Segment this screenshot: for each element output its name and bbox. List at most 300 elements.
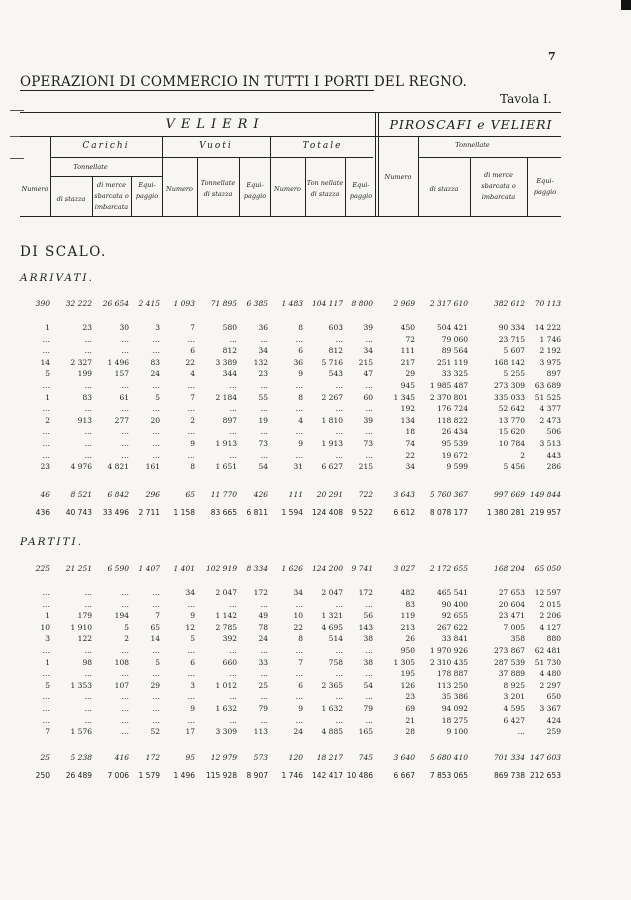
table-cell: 70 113 bbox=[534, 299, 561, 308]
table-cell: … bbox=[260, 404, 268, 414]
table-cell: … bbox=[260, 599, 268, 609]
table-cell: 13 770 bbox=[498, 415, 525, 425]
table-cell: … bbox=[121, 588, 129, 597]
table-cell: 35 386 bbox=[441, 692, 468, 702]
table-cell: 722 bbox=[358, 490, 373, 499]
table-cell: … bbox=[365, 599, 373, 609]
table-cell: 8 334 bbox=[246, 564, 268, 573]
table-cell: … bbox=[42, 669, 50, 679]
table-cell: 83 665 bbox=[210, 508, 237, 517]
table-cell: 251 119 bbox=[436, 357, 468, 367]
table-row bbox=[0, 668, 631, 680]
table-cell: 7 bbox=[45, 727, 50, 737]
table-cell: … bbox=[229, 715, 237, 725]
table-cell: 5 456 bbox=[503, 462, 525, 472]
table-cell: … bbox=[365, 715, 373, 725]
table-cell: 745 bbox=[358, 753, 373, 762]
table-cell: 4 127 bbox=[539, 622, 561, 632]
table-cell: 79 bbox=[258, 704, 268, 713]
table-cell: 195 bbox=[400, 669, 415, 679]
table-cell: … bbox=[229, 427, 237, 437]
table-cell: 9 741 bbox=[351, 564, 373, 573]
table-cell: 1 626 bbox=[281, 564, 303, 573]
table-cell: 6 bbox=[190, 657, 195, 667]
table-cell: … bbox=[295, 450, 303, 460]
table-cell: 95 539 bbox=[441, 439, 468, 448]
table-cell: 37 889 bbox=[498, 669, 525, 679]
table-cell: 20 604 bbox=[498, 599, 525, 609]
table-cell: … bbox=[187, 715, 195, 725]
table-cell: … bbox=[42, 692, 50, 702]
table-cell: 32 222 bbox=[65, 299, 92, 308]
table-cell: 14 bbox=[150, 634, 160, 644]
tonnellate-stazza-heading: Tonnellate di stazza bbox=[200, 179, 236, 198]
page-number: 7 bbox=[548, 50, 556, 63]
arrivati-heading: ARRIVATI. bbox=[20, 272, 94, 284]
table-cell: 65 bbox=[185, 490, 195, 499]
table-cell: 28 bbox=[405, 727, 415, 737]
table-cell: … bbox=[121, 704, 129, 713]
table-cell: 10 bbox=[293, 611, 303, 621]
table-cell: … bbox=[295, 381, 303, 390]
table-cell: 1 496 bbox=[173, 771, 195, 780]
table-cell: 897 bbox=[546, 369, 561, 379]
table-cell: 178 887 bbox=[436, 669, 468, 679]
table-cell: 286 bbox=[546, 462, 561, 472]
table-cell: … bbox=[42, 381, 50, 390]
table-cell: 1 305 bbox=[393, 657, 415, 667]
table-cell: … bbox=[295, 427, 303, 437]
table-cell: 6 bbox=[298, 346, 303, 356]
table-cell: … bbox=[229, 669, 237, 679]
table-cell: 10 486 bbox=[346, 771, 373, 780]
table-cell: 2 365 bbox=[321, 680, 343, 690]
table-cell: 74 bbox=[405, 439, 415, 448]
di-stazza-heading: di stazza bbox=[56, 195, 86, 203]
table-cell: 65 bbox=[150, 622, 160, 632]
table-cell: 23 715 bbox=[498, 334, 525, 344]
table-cell: 3 643 bbox=[393, 490, 415, 499]
table-cell: 1 632 bbox=[215, 704, 237, 713]
table-cell: 424 bbox=[546, 715, 561, 725]
table-cell: 23 bbox=[40, 462, 50, 472]
table-cell: 2 047 bbox=[215, 588, 237, 597]
tonnellate-heading-2: Tonnellate bbox=[455, 141, 490, 149]
numero-heading: Numero bbox=[384, 173, 412, 181]
table-cell: … bbox=[229, 381, 237, 390]
piroscafi-velieri-heading: PIROSCAFI e VELIERI bbox=[389, 117, 553, 132]
table-cell: 2 711 bbox=[138, 508, 160, 517]
numero-heading: Numero bbox=[21, 185, 49, 193]
table-row bbox=[0, 334, 631, 346]
table-cell: 25 bbox=[40, 753, 50, 762]
table-cell: 40 743 bbox=[65, 508, 92, 517]
table-cell: 94 092 bbox=[441, 704, 468, 713]
table-cell: … bbox=[187, 646, 195, 655]
table-cell: 179 bbox=[77, 611, 92, 621]
table-cell: 504 421 bbox=[436, 323, 468, 332]
table-cell: 4 377 bbox=[539, 404, 561, 414]
table-cell: 2 267 bbox=[321, 392, 343, 402]
table-cell: 4 821 bbox=[107, 462, 129, 472]
table-cell: 71 895 bbox=[210, 299, 237, 308]
table-cell: 880 bbox=[546, 634, 561, 644]
table-cell: 134 bbox=[400, 415, 415, 425]
table-cell: … bbox=[152, 646, 160, 655]
table-cell: … bbox=[365, 450, 373, 460]
table-row bbox=[0, 645, 631, 657]
table-cell: … bbox=[335, 381, 343, 390]
table-cell: 8 bbox=[298, 323, 303, 332]
table-cell: … bbox=[84, 381, 92, 390]
table-cell: 1 985 487 bbox=[429, 381, 468, 390]
tonnellate-heading: Tonnellate bbox=[73, 163, 108, 171]
table-cell: 98 bbox=[82, 657, 92, 667]
table-cell: 5 760 367 bbox=[429, 490, 468, 499]
table-cell: … bbox=[229, 450, 237, 460]
table-row bbox=[0, 703, 631, 715]
table-cell: 219 957 bbox=[529, 508, 561, 517]
table-cell: 2 172 655 bbox=[429, 564, 468, 573]
table-cell: 277 bbox=[114, 415, 129, 425]
table-cell: … bbox=[260, 646, 268, 655]
table-cell: 126 bbox=[400, 680, 415, 690]
table-cell: … bbox=[517, 727, 525, 737]
equipaggio-heading: Equi- paggio bbox=[135, 181, 159, 200]
table-cell: 7 006 bbox=[107, 771, 129, 780]
table-cell: 8 800 bbox=[351, 299, 373, 308]
table-cell: 61 bbox=[119, 392, 129, 402]
table-cell: 7 853 065 bbox=[429, 771, 468, 780]
table-cell: 172 bbox=[145, 753, 160, 762]
table-cell: … bbox=[229, 646, 237, 655]
table-cell: 701 334 bbox=[493, 753, 525, 762]
table-cell: 1 401 bbox=[173, 564, 195, 573]
table-cell: 49 bbox=[258, 611, 268, 621]
table-cell: 143 bbox=[358, 622, 373, 632]
table-cell: 7 bbox=[190, 323, 195, 332]
table-cell: 1 746 bbox=[539, 334, 561, 344]
table-cell: 5 bbox=[190, 634, 195, 644]
table-cell: 6 842 bbox=[107, 490, 129, 499]
di-stazza-heading: di stazza bbox=[429, 185, 459, 193]
table-cell: 1 746 bbox=[281, 771, 303, 780]
table-cell: 21 251 bbox=[65, 564, 92, 573]
table-cell: 104 117 bbox=[311, 299, 343, 308]
table-cell: 2 bbox=[45, 415, 50, 425]
table-row bbox=[0, 680, 631, 692]
table-cell: 31 bbox=[293, 462, 303, 472]
table-cell: 9 522 bbox=[351, 508, 373, 517]
table-cell: 54 bbox=[258, 462, 268, 472]
table-cell: 250 bbox=[35, 771, 50, 780]
table-cell: 7 bbox=[155, 611, 160, 621]
table-cell: 15 620 bbox=[498, 427, 525, 437]
table-cell: 113 250 bbox=[436, 680, 468, 690]
partiti-heading: PARTITI. bbox=[20, 536, 84, 548]
table-cell: 111 bbox=[400, 346, 415, 356]
table-cell: 812 bbox=[222, 346, 237, 356]
di-merce-heading: di merce sbarcata o imbarcata bbox=[481, 171, 516, 201]
table-cell: 8 078 177 bbox=[429, 508, 468, 517]
table-cell: 3 bbox=[190, 680, 195, 690]
table-cell: 89 564 bbox=[441, 346, 468, 356]
table-row bbox=[0, 622, 631, 634]
page-title: OPERAZIONI DI COMMERCIO IN TUTTI I PORTI DEL REGNO. bbox=[20, 74, 468, 90]
table-row bbox=[0, 298, 631, 310]
table-cell: 259 bbox=[546, 727, 561, 737]
table-cell: 33 325 bbox=[441, 369, 468, 379]
table-cell: 2 969 bbox=[393, 299, 415, 308]
table-cell: 8 521 bbox=[70, 490, 92, 499]
table-cell: 142 417 bbox=[311, 771, 343, 780]
equipaggio-heading: Equi- paggio bbox=[243, 181, 267, 200]
table-cell: 122 bbox=[77, 634, 92, 644]
table-cell: 3 389 bbox=[215, 357, 237, 367]
table-cell: 9 bbox=[298, 704, 303, 713]
table-cell: 390 bbox=[35, 299, 50, 308]
table-cell: 124 408 bbox=[311, 508, 343, 517]
table-cell: … bbox=[229, 404, 237, 414]
table-cell: … bbox=[84, 439, 92, 448]
table-cell: 168 204 bbox=[493, 564, 525, 573]
table-cell: … bbox=[42, 439, 50, 448]
table-cell: 9 bbox=[190, 439, 195, 448]
table-cell: 55 bbox=[258, 392, 268, 402]
table-row bbox=[0, 633, 631, 645]
table-cell: 29 bbox=[150, 680, 160, 690]
table-cell: 1 910 bbox=[70, 622, 92, 632]
table-cell: 36 bbox=[258, 323, 268, 332]
table-cell: 73 bbox=[258, 439, 268, 448]
table-cell: 2 bbox=[520, 450, 525, 460]
table-cell: … bbox=[42, 599, 50, 609]
table-cell: 7 bbox=[190, 392, 195, 402]
table-cell: 213 bbox=[400, 622, 415, 632]
table-cell: … bbox=[121, 715, 129, 725]
table-row bbox=[0, 345, 631, 357]
table-cell: 14 bbox=[40, 357, 50, 367]
table-cell: … bbox=[84, 715, 92, 725]
table-cell: 83 bbox=[405, 599, 415, 609]
table-cell: 215 bbox=[358, 357, 373, 367]
section-heading: DI SCALO. bbox=[20, 244, 107, 260]
table-cell: 90 400 bbox=[441, 599, 468, 609]
table-cell: 4 480 bbox=[539, 669, 561, 679]
table-cell: … bbox=[335, 715, 343, 725]
table-cell: 23 bbox=[82, 323, 92, 332]
table-cell: … bbox=[295, 404, 303, 414]
table-row bbox=[0, 587, 631, 599]
table-cell: 1 093 bbox=[173, 299, 195, 308]
table-cell: 12 979 bbox=[210, 753, 237, 762]
numero-heading: Numero bbox=[274, 185, 301, 193]
table-cell: … bbox=[187, 427, 195, 437]
table-cell: 1 012 bbox=[215, 680, 237, 690]
table-cell: 3 bbox=[155, 323, 160, 332]
table-cell: … bbox=[121, 450, 129, 460]
table-cell: 1 345 bbox=[393, 392, 415, 402]
table-cell: 426 bbox=[253, 490, 268, 499]
table-cell: 108 bbox=[114, 657, 129, 667]
table-cell: 344 bbox=[222, 369, 237, 379]
table-cell: 21 bbox=[405, 715, 415, 725]
table-cell: 4 695 bbox=[321, 622, 343, 632]
table-cell: … bbox=[121, 646, 129, 655]
table-cell: … bbox=[335, 599, 343, 609]
table-cell: 573 bbox=[253, 753, 268, 762]
equipaggio-heading: Equi- paggio bbox=[533, 177, 557, 196]
table-cell: 2 317 610 bbox=[429, 299, 468, 308]
table-cell: 27 653 bbox=[498, 588, 525, 597]
table-cell: … bbox=[260, 334, 268, 344]
table-cell: 3 309 bbox=[215, 727, 237, 737]
table-cell: 149 844 bbox=[529, 490, 561, 499]
table-cell: 124 200 bbox=[311, 564, 343, 573]
table-cell: 2 184 bbox=[215, 392, 237, 402]
table-cell: 39 bbox=[363, 415, 373, 425]
table-cell: … bbox=[229, 599, 237, 609]
table-cell: 6 590 bbox=[107, 564, 129, 573]
table-cell: 33 841 bbox=[441, 634, 468, 644]
table-cell: 52 642 bbox=[498, 404, 525, 414]
table-cell: 52 bbox=[150, 727, 160, 737]
table-cell: 6 627 bbox=[321, 462, 343, 472]
table-row bbox=[0, 415, 631, 427]
table-cell: 215 bbox=[358, 462, 373, 472]
table-cell: 1 913 bbox=[321, 439, 343, 448]
table-cell: 46 bbox=[40, 490, 50, 499]
table-cell: 450 bbox=[400, 323, 415, 332]
table-cell: 212 653 bbox=[529, 771, 561, 780]
table-cell: … bbox=[42, 646, 50, 655]
table-cell: 78 bbox=[258, 622, 268, 632]
table-cell: … bbox=[84, 704, 92, 713]
table-cell: 90 334 bbox=[498, 323, 525, 332]
table-cell: 3 513 bbox=[539, 439, 561, 448]
table-cell: 69 bbox=[405, 704, 415, 713]
table-row bbox=[0, 403, 631, 415]
table-cell: … bbox=[152, 334, 160, 344]
table-row bbox=[0, 438, 631, 450]
table-cell: 9 bbox=[298, 439, 303, 448]
table-cell: 4 bbox=[190, 369, 195, 379]
table-cell: 1 158 bbox=[173, 508, 195, 517]
table-cell: 60 bbox=[363, 392, 373, 402]
table-cell: 157 bbox=[114, 369, 129, 379]
table-cell: 25 bbox=[258, 680, 268, 690]
table-cell: … bbox=[335, 450, 343, 460]
table-cell: 11 770 bbox=[210, 490, 237, 499]
table-cell: 812 bbox=[328, 346, 343, 356]
table-cell: 8 bbox=[298, 392, 303, 402]
table-cell: … bbox=[152, 381, 160, 390]
table-row bbox=[0, 380, 631, 392]
table-row bbox=[0, 770, 631, 782]
table-cell: … bbox=[121, 381, 129, 390]
table-cell: 1 651 bbox=[215, 462, 237, 472]
table-cell: 111 bbox=[288, 490, 303, 499]
table-cell: 1 576 bbox=[70, 727, 92, 737]
table-cell: 945 bbox=[400, 381, 415, 390]
table-cell: 5 607 bbox=[503, 346, 525, 356]
table-cell: … bbox=[42, 704, 50, 713]
table-cell: 6 427 bbox=[503, 715, 525, 725]
table-cell: … bbox=[335, 427, 343, 437]
table-cell: 6 811 bbox=[246, 508, 268, 517]
table-cell: 176 724 bbox=[436, 404, 468, 414]
table-cell: 20 bbox=[150, 415, 160, 425]
table-cell: 18 bbox=[405, 427, 415, 437]
table-cell: … bbox=[84, 588, 92, 597]
table-cell: 335 033 bbox=[493, 392, 525, 402]
table-cell: 6 667 bbox=[393, 771, 415, 780]
table-cell: 22 bbox=[405, 450, 415, 460]
table-cell: 8 907 bbox=[246, 771, 268, 780]
table-cell: 26 489 bbox=[65, 771, 92, 780]
table-cell: 23 471 bbox=[498, 611, 525, 621]
table-cell: … bbox=[42, 334, 50, 344]
table-cell: 2 327 bbox=[70, 357, 92, 367]
table-cell: 24 bbox=[293, 727, 303, 737]
table-cell: 997 669 bbox=[493, 490, 525, 499]
table-cell: … bbox=[365, 646, 373, 655]
table-cell: … bbox=[121, 346, 129, 356]
table-cell: 897 bbox=[222, 415, 237, 425]
table-cell: 5 bbox=[155, 657, 160, 667]
di-merce-heading: di merce sbarcata o imbarcata bbox=[94, 181, 129, 211]
table-cell: 7 005 bbox=[503, 622, 525, 632]
table-cell: 543 bbox=[328, 369, 343, 379]
tonnellate-stazza-heading: Ton nellate di stazza bbox=[306, 179, 344, 198]
table-cell: … bbox=[84, 427, 92, 437]
table-cell: 1 632 bbox=[321, 704, 343, 713]
table-cell: 132 bbox=[253, 357, 268, 367]
carichi-heading: Carichi bbox=[82, 141, 130, 151]
table-cell: 56 bbox=[363, 611, 373, 621]
table-cell: 23 bbox=[405, 692, 415, 702]
table-cell: 1 321 bbox=[321, 611, 343, 621]
table-cell: 22 bbox=[185, 357, 195, 367]
table-row bbox=[0, 489, 631, 501]
table-cell: 1 579 bbox=[138, 771, 160, 780]
table-cell: 18 217 bbox=[316, 753, 343, 762]
table-cell: … bbox=[121, 599, 129, 609]
table-cell: 51 525 bbox=[534, 392, 561, 402]
table-cell: 172 bbox=[358, 588, 373, 597]
table-cell: 147 603 bbox=[529, 753, 561, 762]
table-label: Tavola I. bbox=[500, 92, 552, 106]
table-row bbox=[0, 610, 631, 622]
table-cell: … bbox=[42, 588, 50, 597]
table-cell: … bbox=[187, 334, 195, 344]
table-cell: 225 bbox=[35, 564, 50, 573]
table-row bbox=[0, 450, 631, 462]
table-cell: 273 867 bbox=[493, 646, 525, 655]
table-cell: 5 716 bbox=[321, 357, 343, 367]
table-cell: 1 142 bbox=[215, 611, 237, 621]
table-cell: 10 784 bbox=[498, 439, 525, 448]
table-cell: 34 bbox=[363, 346, 373, 356]
table-cell: … bbox=[260, 669, 268, 679]
table-cell: 4 bbox=[298, 415, 303, 425]
table-cell: 2 192 bbox=[539, 346, 561, 356]
table-cell: 23 bbox=[258, 369, 268, 379]
table-cell: 9 bbox=[190, 704, 195, 713]
table-cell: 33 496 bbox=[102, 508, 129, 517]
table-cell: 72 bbox=[405, 334, 415, 344]
table-cell: … bbox=[365, 692, 373, 702]
